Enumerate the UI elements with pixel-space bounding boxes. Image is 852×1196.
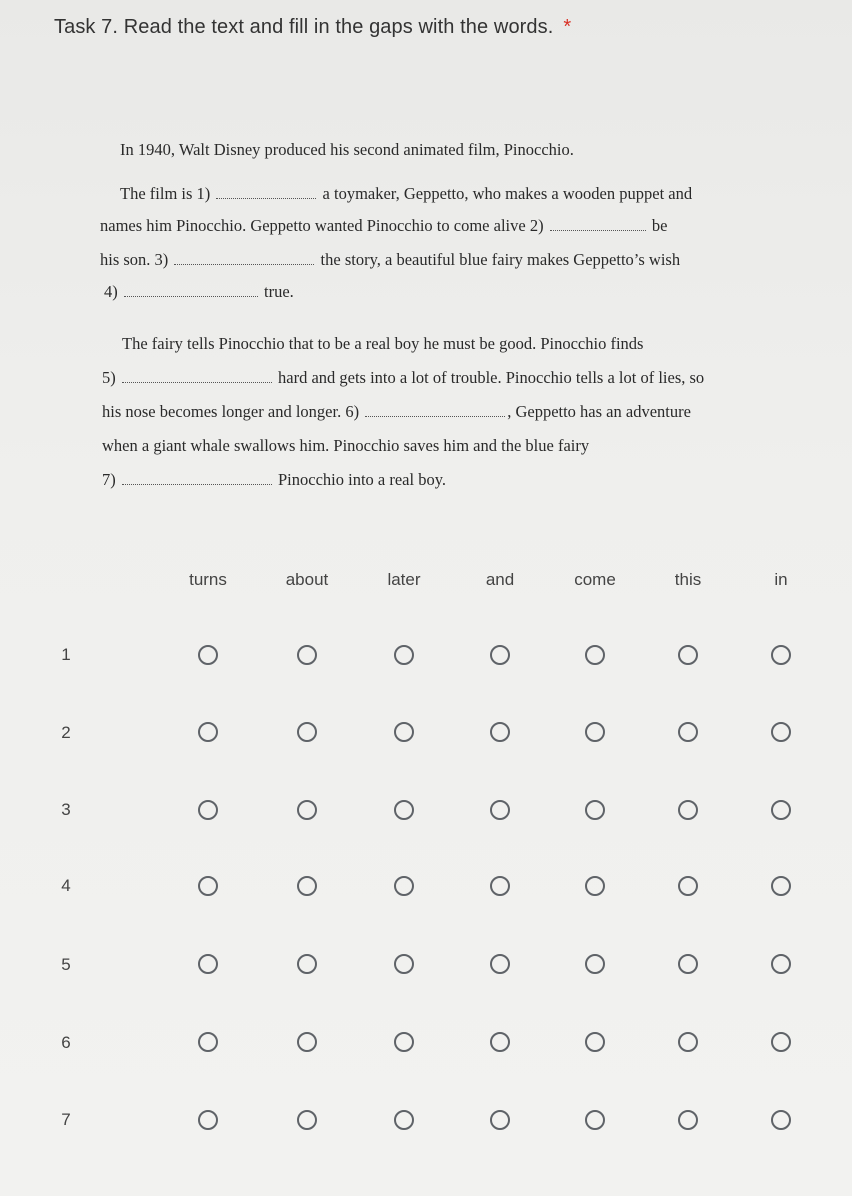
row-label-3: 3 [61,800,71,819]
passage-image [100,140,790,510]
passage-line [100,216,667,236]
passage-text: The film is 1) [120,184,211,203]
radio-row-6-in[interactable] [771,1032,791,1052]
radio-row-6-about[interactable] [297,1032,317,1052]
radio-row-2-come[interactable] [585,722,605,742]
passage-line [122,334,643,354]
radio-row-2-turns[interactable] [198,722,218,742]
row-label-2: 2 [61,723,71,742]
radio-row-1-in[interactable] [771,645,791,665]
passage-line [120,140,574,160]
column-header-and: and [485,570,515,589]
radio-row-2-about[interactable] [297,722,317,742]
radio-row-4-and[interactable] [490,876,510,896]
row-label-1: 1 [61,645,71,664]
gap-2 [550,218,646,231]
radio-row-7-later[interactable] [394,1110,414,1130]
passage-text: Pinocchio into a real boy. [278,470,447,489]
radio-row-5-and[interactable] [490,954,510,974]
passage-text: In 1940, Walt Disney produced his second animated film, Pinocchio. [120,140,574,159]
radio-row-1-about[interactable] [297,645,317,665]
passage-text: a toymaker, Geppetto, who makes a wooden puppet and [322,184,693,203]
radio-row-6-later[interactable] [394,1032,414,1052]
passage-text: his son. 3) [100,250,169,269]
radio-row-2-later[interactable] [394,722,414,742]
gap-6 [365,404,505,417]
gap-5 [122,370,272,383]
passage-text: be [651,216,668,235]
passage-line [102,470,446,490]
passage-text: hard and gets into a lot of trouble. Pinocchio tells a lot of lies, so [278,368,705,387]
radio-row-4-this[interactable] [678,876,698,896]
radio-row-5-later[interactable] [394,954,414,974]
row-label-4: 4 [61,876,71,895]
radio-row-4-about[interactable] [297,876,317,896]
passage-text: The fairy tells Pinocchio that to be a real boy he must be good. Pinocchio finds [122,334,644,353]
passage-text: 7) [102,470,116,489]
passage-line [104,282,294,302]
radio-row-7-come[interactable] [585,1110,605,1130]
passage-text: , Geppetto has an adventure [507,402,691,421]
passage-line [102,436,589,456]
passage-text: 4) [104,282,118,301]
column-header-turns: turns [189,570,227,589]
passage-line [100,250,680,270]
radio-row-7-and[interactable] [490,1110,510,1130]
radio-row-7-this[interactable] [678,1110,698,1130]
radio-row-1-turns[interactable] [198,645,218,665]
passage-line [102,402,691,422]
passage-text: true. [264,282,294,301]
passage-text: when a giant whale swallows him. Pinocchio saves him and the blue fairy [102,436,590,455]
radio-row-5-in[interactable] [771,954,791,974]
radio-row-6-turns[interactable] [198,1032,218,1052]
passage-line [102,368,704,388]
radio-row-1-and[interactable] [490,645,510,665]
row-label-5: 5 [61,955,71,974]
radio-row-5-about[interactable] [297,954,317,974]
radio-row-2-and[interactable] [490,722,510,742]
radio-row-1-later[interactable] [394,645,414,665]
radio-row-5-this[interactable] [678,954,698,974]
radio-row-3-this[interactable] [678,800,698,820]
answer-grid [0,560,852,1180]
radio-row-2-this[interactable] [678,722,698,742]
radio-row-7-about[interactable] [297,1110,317,1130]
radio-row-4-later[interactable] [394,876,414,896]
radio-row-3-turns[interactable] [198,800,218,820]
radio-row-3-and[interactable] [490,800,510,820]
gap-7 [122,472,272,485]
column-header-in: in [774,570,788,589]
radio-row-6-and[interactable] [490,1032,510,1052]
radio-row-7-in[interactable] [771,1110,791,1130]
radio-row-4-in[interactable] [771,876,791,896]
gap-1 [216,186,316,199]
radio-row-3-about[interactable] [297,800,317,820]
passage-line [120,184,692,204]
passage-text: 5) [102,368,116,387]
radio-row-7-turns[interactable] [198,1110,218,1130]
column-header-later: later [387,570,421,589]
passage-text: names him Pinocchio. Geppetto wanted Pinocchio to come alive 2) [100,216,544,235]
passage-text: the story, a beautiful blue fairy makes Geppetto’s wish [320,250,681,269]
radio-row-6-come[interactable] [585,1032,605,1052]
radio-row-3-in[interactable] [771,800,791,820]
required-asterisk: * [563,16,572,38]
radio-row-4-turns[interactable] [198,876,218,896]
column-header-about: about [285,570,329,589]
radio-row-1-this[interactable] [678,645,698,665]
radio-row-6-this[interactable] [678,1032,698,1052]
radio-row-3-later[interactable] [394,800,414,820]
column-header-come: come [574,570,616,589]
row-label-6: 6 [61,1033,71,1052]
question-title [54,16,571,39]
radio-row-1-come[interactable] [585,645,605,665]
radio-row-4-come[interactable] [585,876,605,896]
radio-row-3-come[interactable] [585,800,605,820]
passage-text: his nose becomes longer and longer. 6) [102,402,360,421]
radio-row-5-come[interactable] [585,954,605,974]
column-header-this: this [674,570,702,589]
radio-row-2-in[interactable] [771,722,791,742]
radio-row-5-turns[interactable] [198,954,218,974]
gap-3 [174,252,314,265]
row-label-7: 7 [61,1110,71,1129]
question-title-text: Task 7. Read the text and fill in the gaps with the words. [54,16,554,38]
gap-4 [124,284,258,297]
